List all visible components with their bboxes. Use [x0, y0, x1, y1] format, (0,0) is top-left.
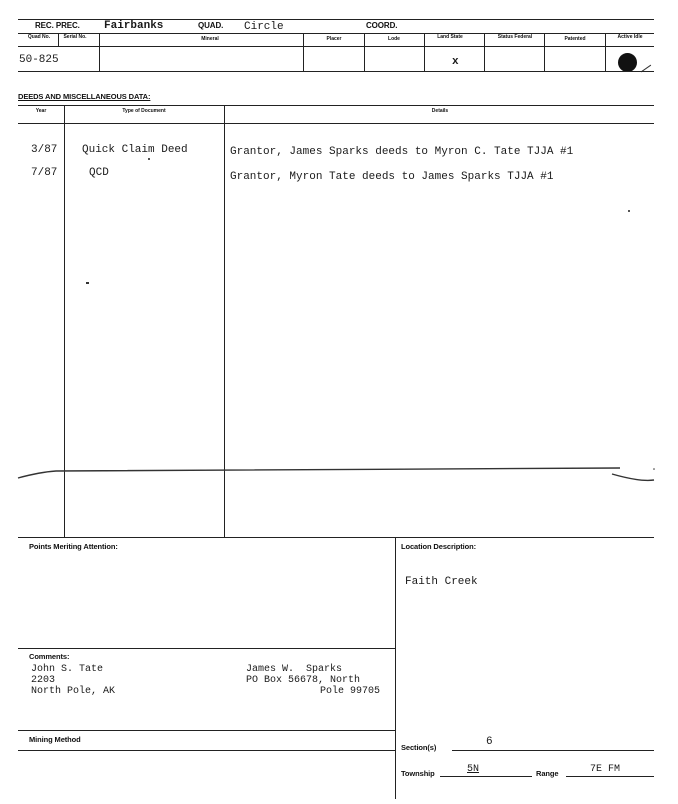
col-serial-no: Serial No.: [63, 34, 87, 40]
comments-right-line1: James W. Sparks: [246, 664, 343, 675]
header-bottom-rule: [18, 46, 654, 47]
fold-line: [0, 460, 678, 490]
section-label: Section(s): [401, 743, 437, 752]
township-value: 5N: [467, 764, 480, 775]
range-value: 7E FM: [590, 764, 621, 775]
rec-prec-value: Fairbanks: [104, 20, 164, 32]
deeds-top-rule: [18, 105, 654, 106]
deed-type: Quick Claim Deed: [82, 144, 188, 156]
record-bottom-rule: [18, 71, 654, 72]
col-divider: [58, 33, 59, 46]
deed-year: 7/87: [31, 167, 58, 179]
location-value: Faith Creek: [405, 576, 478, 588]
col-divider: [544, 33, 545, 71]
col-patented: Patented: [564, 36, 586, 42]
lower-col-divider: [395, 537, 396, 799]
deed-type: QCD: [89, 167, 109, 179]
comments-label: Comments:: [29, 652, 70, 661]
speck: [86, 282, 89, 284]
col-lode: Lode: [388, 36, 400, 42]
deed-year: 3/87: [31, 144, 58, 156]
col-divider: [364, 33, 365, 71]
deeds-section-title: DEEDS AND MISCELLANEOUS DATA:: [18, 92, 151, 101]
speck: [628, 210, 630, 212]
range-label: Range: [536, 769, 559, 778]
col-placer: Placer: [326, 36, 342, 42]
rec-prec-label: REC. PREC.: [35, 21, 80, 30]
col-status-federal: Status Federal: [497, 34, 533, 40]
mining-top-rule: [18, 730, 395, 731]
col-quad-no: Quad No.: [27, 34, 51, 40]
deeds-col-type: Type of Document: [122, 108, 166, 114]
deeds-header-rule: [18, 123, 654, 124]
col-mineral: Mineral: [201, 36, 219, 42]
comments-right-line3: Pole 99705: [320, 686, 381, 697]
col-land-state: Land State: [437, 34, 463, 40]
quad-label: QUAD.: [198, 21, 224, 30]
comments-left: John S. Tate 2203 North Pole, AK: [31, 664, 116, 697]
township-underline: [440, 776, 532, 777]
speck: [148, 158, 150, 160]
section-value: 6: [486, 736, 493, 748]
deeds-col-year: Year: [35, 108, 47, 114]
col-divider: [605, 33, 606, 71]
quad-value: Circle: [244, 21, 284, 33]
col-active-idle: Active Idle: [617, 34, 643, 40]
mining-method-label: Mining Method: [29, 735, 81, 744]
deed-details: Grantor, Myron Tate deeds to James Sparks TJJA #1: [230, 171, 554, 183]
comments-top-rule: [18, 648, 395, 649]
col-divider: [484, 33, 485, 71]
deeds-bottom-rule: [18, 537, 654, 538]
land-state-mark: x: [452, 56, 459, 68]
col-divider: [99, 33, 100, 71]
mining-bottom-rule: [18, 750, 395, 751]
range-underline: [566, 776, 654, 777]
deeds-col-details: Details: [431, 108, 449, 114]
quad-serial-value: 50-825: [19, 54, 59, 66]
section-underline: [452, 750, 654, 751]
points-label: Points Meriting Attention:: [29, 542, 118, 551]
deed-details: Grantor, James Sparks deeds to Myron C. Tate TJJA #1: [230, 146, 574, 158]
header-row-rule: [18, 33, 654, 34]
location-label: Location Description:: [401, 542, 476, 551]
coord-label: COORD.: [366, 21, 398, 30]
active-filled-circle: [618, 53, 637, 72]
col-divider: [303, 33, 304, 71]
comments-right-line2: PO Box 56678, North: [246, 675, 361, 686]
township-label: Township: [401, 769, 435, 778]
col-divider: [424, 33, 425, 71]
